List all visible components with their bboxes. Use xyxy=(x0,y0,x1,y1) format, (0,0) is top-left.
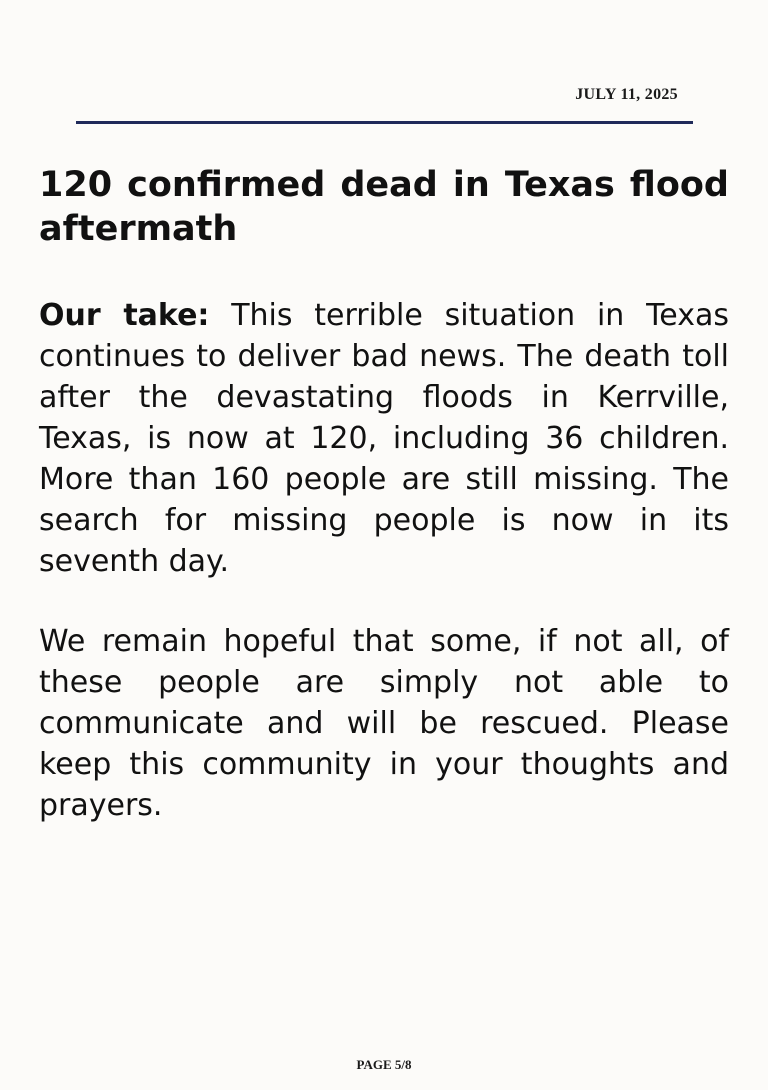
header-divider xyxy=(76,121,693,124)
article-date: JULY 11, 2025 xyxy=(575,86,678,103)
lead-label: Our take: xyxy=(39,298,210,333)
page-number: PAGE 5/8 xyxy=(356,1057,412,1072)
paragraph-1-text: This terrible situation in Texas continues to deliver bad news. The death toll after the devastating floods in Kerrville, Texas, is now at 120, including 36 children. More than 160 people are still missing. The search for missing people is now in its seventh day. xyxy=(39,298,729,579)
article-paragraph-2: We remain hopeful that some, if not all, of these people are simply not able to communicate and will be rescued. Please keep this community in your thoughts and prayers. xyxy=(39,624,729,823)
article-paragraph-1 xyxy=(39,295,729,582)
article-headline: 120 confirmed dead in Texas flood aftermath xyxy=(39,165,729,249)
